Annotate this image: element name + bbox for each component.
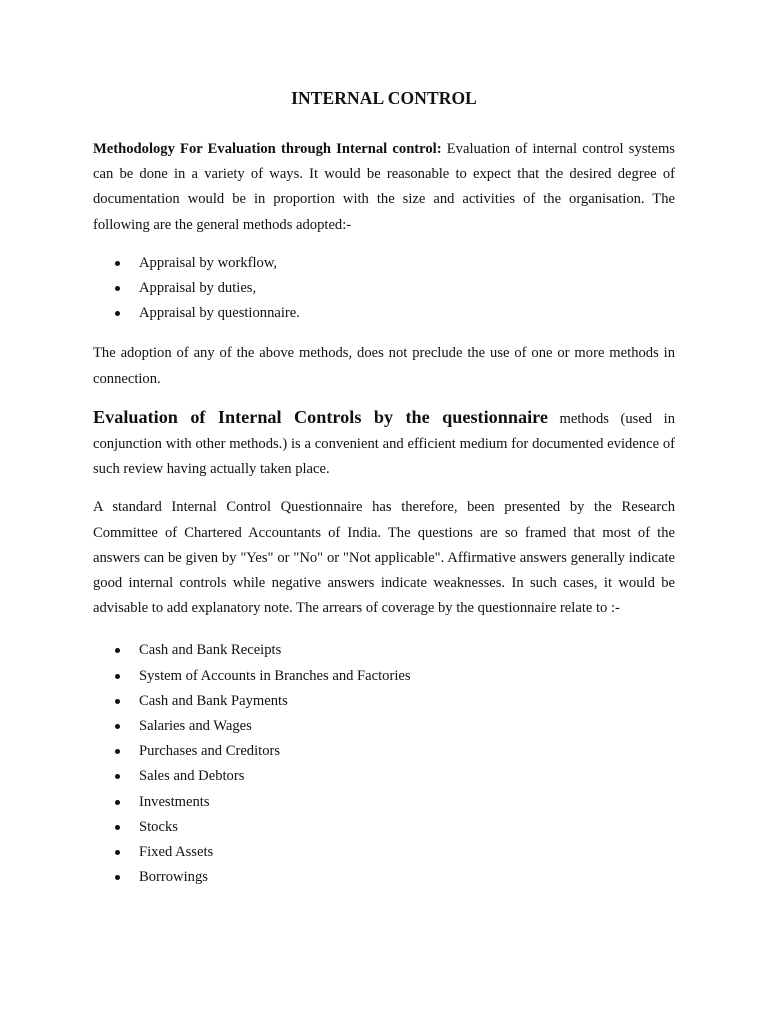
list-item [93,689,675,714]
list-item [93,714,675,739]
coverage-label: Purchases and Creditors [139,743,281,760]
list-item [93,764,675,789]
questionnaire-lead: Evaluation of Internal Controls by the questionnaire [93,406,548,427]
bullet-icon [115,648,120,653]
intro-lead: Methodology For Evaluation through Internal control: [93,141,442,157]
intro-paragraph [93,137,675,238]
intro-text: Evaluation of internal control systems can be done in a variety of ways. It would be reasonable to expect that the desired degree of documentation would be in proportion with the size and activities of the organisation. The following are the general methods adopted:- [93,141,675,233]
adoption-note: The adoption of any of the above methods, does not preclude the use of one or more methods in connection. [93,345,675,387]
list-item [93,790,675,815]
questionnaire-paragraph [93,405,675,483]
method-label: Appraisal by questionnaire. [139,305,300,322]
coverage-label: Fixed Assets [139,844,214,861]
bullet-icon [115,774,120,779]
bullet-icon [115,286,120,291]
document-page [93,86,675,890]
list-item [93,739,675,764]
coverage-label: System of Accounts in Branches and Factories [139,667,411,684]
bullet-icon [115,674,120,679]
coverage-label: Borrowings [139,869,208,886]
bullet-icon [115,724,120,729]
bullet-icon [115,261,120,266]
coverage-label: Stocks [139,818,178,835]
list-item [93,638,675,663]
method-label: Appraisal by workflow, [139,254,278,271]
list-item [93,301,675,326]
coverage-label: Salaries and Wages [139,718,252,735]
list-item [93,664,675,689]
list-item [93,840,675,865]
bullet-icon [115,699,120,704]
bullet-icon [115,749,120,754]
methods-list [93,251,675,327]
coverage-label: Cash and Bank Payments [139,692,288,709]
coverage-list [93,638,675,890]
questionnaire-text: methods (used in conjunction with other methods.) is a convenient and efficient medium for documented evidence of such review having actually taken place. [93,410,675,478]
bullet-icon [115,850,120,855]
bullet-icon [115,875,120,880]
coverage-label: Investments [139,793,210,810]
list-item [93,865,675,890]
bullet-icon [115,800,120,805]
list-item [93,251,675,276]
bullet-icon [115,311,120,316]
standard-icq-paragraph: A standard Internal Control Questionnaire has therefore, been presented by the Research Committee of Chartered Accountants of India. The questions are so framed that most of the answers can be given by "Yes" or "No" or "Not applicable". Affirmative answers generally indicate good internal controls while negative answers indicate weaknesses. In such cases, it would be advisable to add explanatory note. The arrears of coverage by the questionnaire relate to :- [93,499,675,617]
page-title: INTERNAL CONTROL [291,88,477,108]
bullet-icon [115,825,120,830]
list-item [93,815,675,840]
coverage-label: Cash and Bank Receipts [139,642,282,659]
coverage-label: Sales and Debtors [139,768,245,785]
method-label: Appraisal by duties, [139,280,257,297]
list-item [93,276,675,301]
